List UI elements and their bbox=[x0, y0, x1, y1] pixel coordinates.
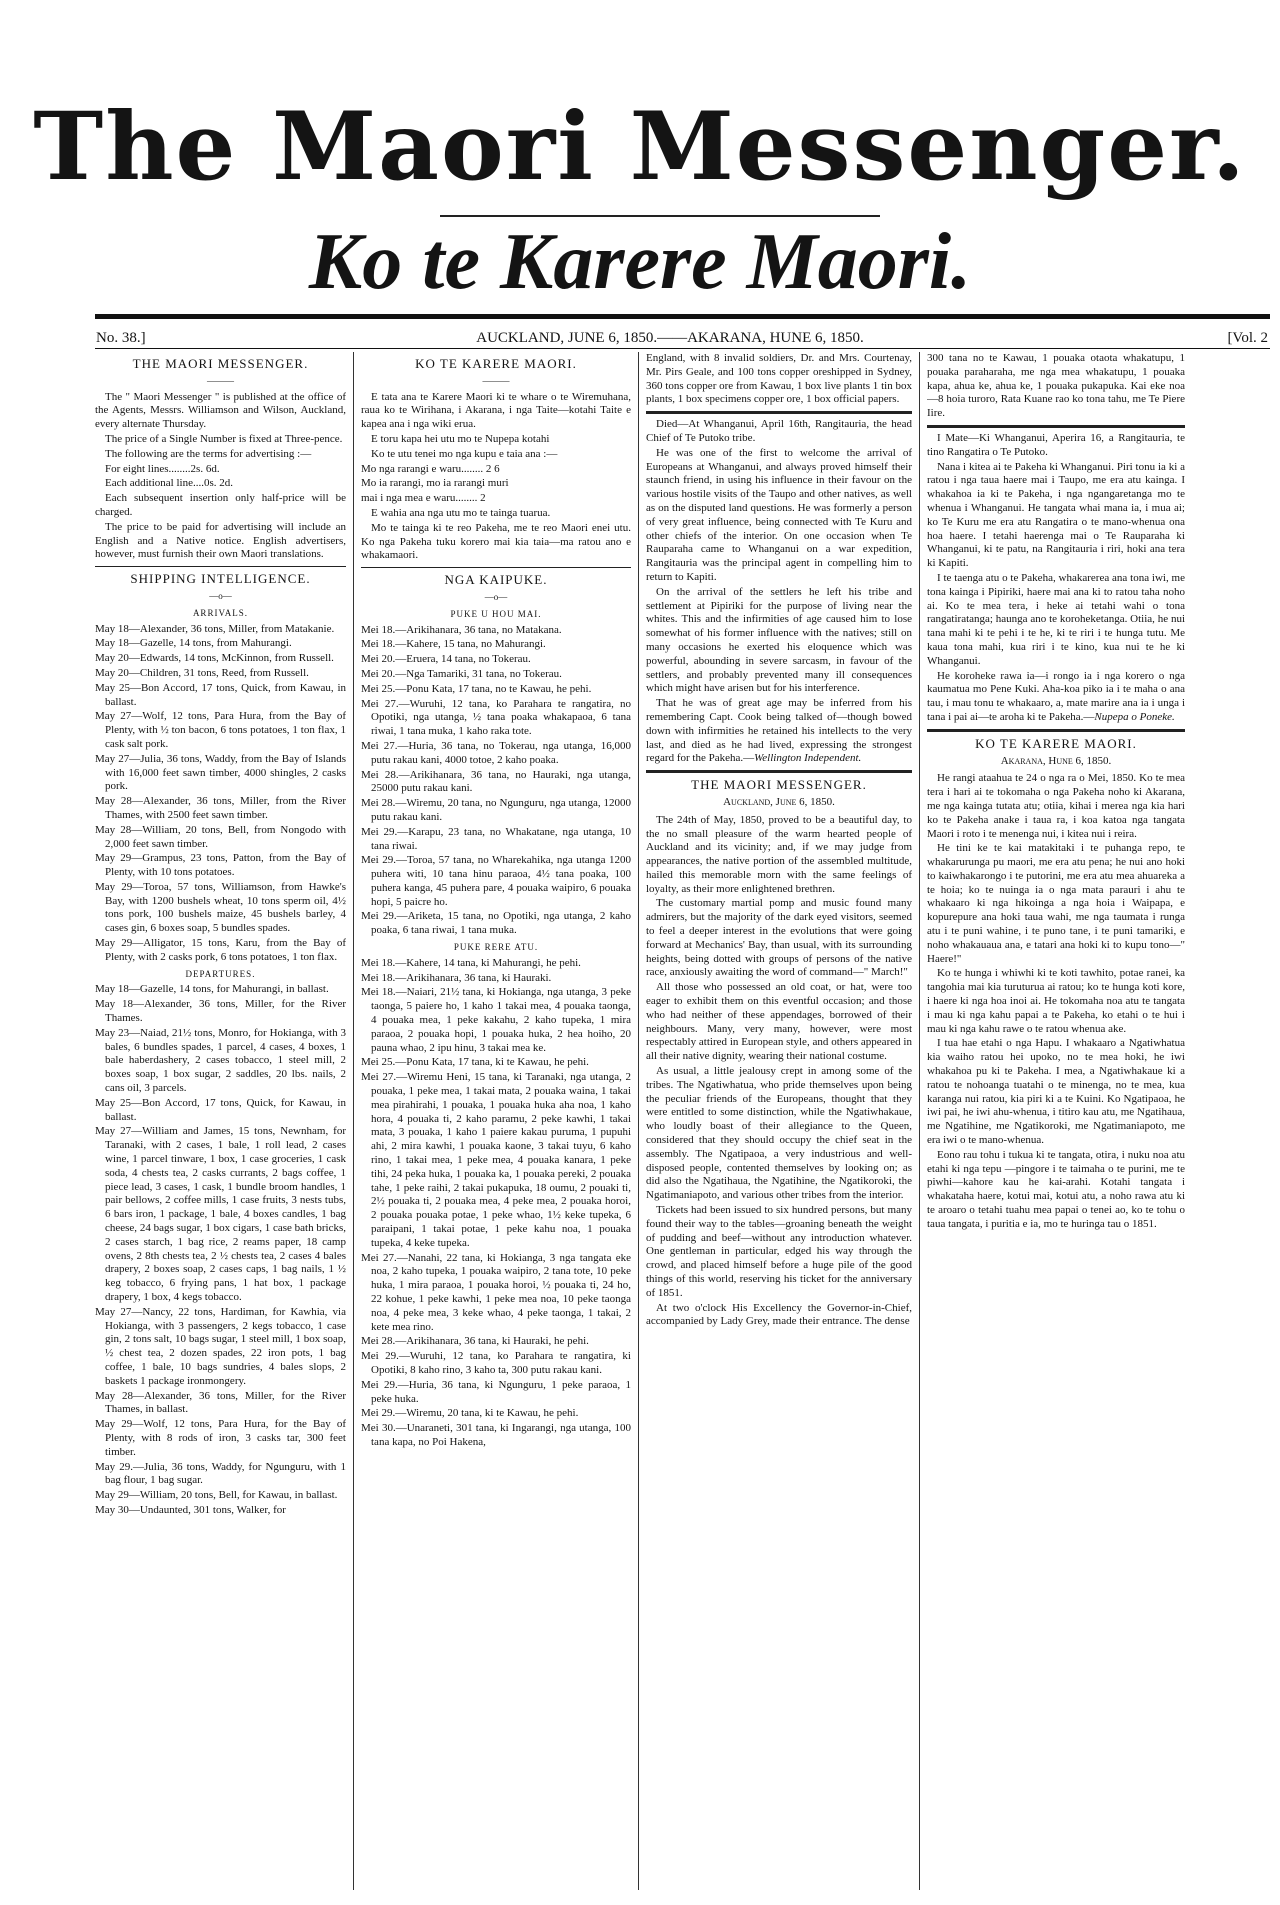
column-separator bbox=[353, 352, 354, 1890]
departures-list bbox=[361, 957, 631, 1450]
shipping-entry: May 25—Bon Accord, 17 tons, Quick, for Kawau, in ballast. bbox=[95, 1096, 346, 1123]
paragraph: At two o'clock His Excellency the Governor-in-Chief, accompanied by Lady Grey, made their entrance. The dense bbox=[646, 1301, 912, 1328]
paragraph: All those who possessed an old coat, or hat, were too eager to exhibit them on this eventful occasion; and those who had neither of these appendages, borrowed of their neighbours. Many, very many, however, were most respectably attired in European style, and others appeared in all their native dignity, wearing their national costume. bbox=[646, 981, 912, 1063]
column-maori-notices bbox=[361, 352, 631, 1895]
paragraph: 300 tana no te Kawau, 1 pouaka otaota whakatupu, 1 pouaka paraharaha, me nga mea whakatupu, 1 pouaka kapa, ahua ke, ahua ke, 1 pouaka pukapuka. Kai eke noa—8 hoia turoro, Rata Kuane rao ko tona tahu, me Te Piere Iire. bbox=[927, 352, 1185, 420]
paragraph: As usual, a little jealousy crept in among some of the tribes. The Ngatiwhatua, who pride themselves upon being the peculiar friends of the Europeans, thought that they were entitled to some distinction, while the Ngatiwhakaue, who loudly boast of their allegiance to the Queen, considered that they should occupy the chief seat in the assembly. The Ngatipaoa, a very industrious and well-disposed people, contented themselves by looking on; as did also the Ngatihaua, the Ngatihine, the Ngatikoroki, the Ngatimaniapoto, and various other tribes from the interior. bbox=[646, 1065, 912, 1202]
section-heading: THE MAORI MESSENGER. bbox=[132, 356, 309, 371]
shipping-entry: May 30—Undaunted, 301 tons, Walker, for bbox=[95, 1503, 286, 1516]
paragraph: E wahia ana nga utu mo te tainga tuarua. bbox=[371, 506, 551, 519]
paragraph: The customary martial pomp and music found many admirers, but the majority of the dark eyed visitors, seemed to feel a deeper interest in the evolutions that were going forward at Mechanics' Bay, than usual, with its surrounding heights, being dotted with groups of persons of the native race, anxiously awaiting the word of command—" March!" bbox=[646, 897, 912, 979]
heading-dash: ——— bbox=[207, 375, 234, 386]
advert-term: Each additional line....0s. 2d. bbox=[105, 477, 233, 490]
paragraph: Tickets had been issued to six hundred persons, but many found their way to the tables—groaning beneath the weight of pudding and beef—without any introduction whatever. One gentleman in particular, edged his way through the crowd, and placed himself before a huge pile of the good things of this world, reserving his ticket for the anniversary of 1851. bbox=[646, 1204, 912, 1299]
subsection-heading: DEPARTURES. bbox=[185, 968, 256, 979]
column-english-notices bbox=[95, 352, 346, 1895]
shipping-entry: May 23—Naiad, 21½ tons, Monro, for Hokianga, with 3 bales, 6 bundles spades, 1 parcel, 4 cases, 4 boxes, 1 bale haberdashery, 2 cases tobacco, 1 steel mill, 2 boxes soap, 1 box sugar, 2 saddles, 20 lbs. nails, 2 cans oil, 3 parcels. bbox=[95, 1026, 346, 1095]
shipping-entry: May 29—Toroa, 57 tons, Williamson, from Hawke's Bay, with 1200 bushels wheat, 10 tons sperm oil, 4½ tons pork, 100 bushels maize, 45 bushels barley, 4 cases gin, 6 boxes soap, 5 bundles spades. bbox=[95, 880, 346, 935]
paragraph bbox=[927, 670, 1185, 725]
departures-list bbox=[95, 983, 346, 1517]
paragraph-text: That he was of great age may be inferred from his remembering Capt. Cook being talked of—though bowed down with infirmities he retained his intellects to the very last, and died as he had lived, expressing the strongest regard for the Pakeha.— bbox=[646, 697, 912, 765]
shipping-entry: Mei 29.—Wiremu, 20 tana, ki te Kawau, he pehi. bbox=[361, 1407, 579, 1420]
shipping-entry: Mei 27.—Wiremu Heni, 15 tana, ki Taranaki, nga utanga, 2 pouaka, 1 peke mea, 1 takai mata, 2 pouaka waina, 1 takai mea pirahirahi, 1 pouaka, 1 pouaka huka aha noa, 1 kaho hora, 4 pouaka ti, 2 kaho paramu, 2 peke kawhi, 1 takai mata, 3 pouaka, 1 kaho 1 paiere kakau puruma, 1 pupuhi ahi, 2 mira kawhi, 1 pouaka kaone, 3 takai tuyu, 6 kaho rino, 1 takai mea, 1 peke mea, 4 pouaka kanara, 1 peke tihi, 24 peka huka, 1 pouaka ka, 1 pouaka pereki, 2 pouaka tahe, 1 peke raihi, 2 takai pukapuka, 18 oumu, 2 pouaki ti, 2½ pouaka ti, 2 pouaka mea, 4 peke mea, 2 pouaka horoi, 2 pouaka pouaka potae, 1 peke whao, 1½ keke tupeka, 6 paraipani, 1 takai potae, 1 peke kahu noa, 1 pouaka tupeka, 4 keke tupeka. bbox=[361, 1071, 631, 1249]
paragraph: Nana i kitea ai te Pakeha ki Whanganui. Piri tonu ia ki a ratou i nga taua haere mai i Taupo, me era atu kainga. I whakahoa ia ki te Pakeha, i nga ngangaretanga mo te whenua i Whanganui. He tangata whai mana ia, i mua ai; ko Te Kuru me era atu Rangatira o te mano-whenua ona hoa haere. I tetahi haerenga mai o Te Rauparaha ki Whanganui, ki te patu, na Rangitauria i riri, hoki ana tera ki Kapiti. bbox=[927, 460, 1185, 570]
shipping-entry: Mei 29.—Toroa, 57 tana, no Wharekahika, nga utanga 1200 puhera witi, 10 tana hinu paraoa, 4½ tana poaka, 100 puhera kanga, 45 puhera pare, 4 pouaka waipiro, 6 pouaka hopi, 5 paicre ho. bbox=[361, 854, 631, 908]
paragraph: On the arrival of the settlers he left his tribe and settlement at Pipiriki for the purpose of living near the whites. This and the infirmities of age caused him to lose somewhat of his former influence with the natives; still on many occasions he exerted his eloquence which was powerful, abounding in severe sarcasm, in favour of the settlers, and probably prevented many ill consequences which might have arisen but for his interference. bbox=[646, 585, 912, 695]
shipping-entry: May 29—Grampus, 23 tons, Patton, from the Bay of Plenty, with 10 tons potatoes. bbox=[95, 852, 346, 879]
paragraph: Ko te hunga i whiwhi ki te koti tawhito, potae ranei, ka tangohia mai kia turuturua ai ratou; ko te hunga koti kore, i haere ki nga hoa inoi ai. He tokomaha noa atu te tangata i mau ki nga kahu papai a te Pakeha, ko etahi o te hui i mau ki nga kahu rawe o te ratou whenua ake. bbox=[927, 967, 1185, 1035]
section-rule bbox=[646, 770, 912, 773]
section-rule bbox=[927, 425, 1185, 428]
shipping-entry: Mei 18.—Kahere, 15 tana, no Mahurangi. bbox=[361, 638, 546, 651]
obituary-notice: I Mate—Ki Whanganui, Aperira 16, a Rangitauria, te tino Rangatira o Te Putoko. bbox=[927, 431, 1185, 458]
shipping-entry: May 28—Alexander, 36 tons, Miller, from the River Thames, with 2500 feet sawn timber. bbox=[95, 795, 346, 821]
shipping-entry: Mei 18.—Kahere, 14 tana, ki Mahurangi, he pehi. bbox=[361, 956, 581, 969]
paragraph: Each subsequent insertion only half-price will be charged. bbox=[95, 492, 346, 518]
dateline: AUCKLAND, JUNE 6, 1850.——AKARANA, HUNE 6, 1850. bbox=[476, 330, 864, 346]
advert-term: For eight lines........2s. 6d. bbox=[105, 462, 220, 475]
paragraph: He tini ke te kai matakitaki i te puhanga repo, te whakarurunga pu maori, me era atu pena; he nui ano hoki to kaiwhakarongo i te putorini, me era atu mea ahuareka a te hoia; ko te nuinga ia o nga mata parauri i ahu te whakaaro ki nga hikoinga a nga hoia i Waipapa, e kopurepure ana hoki taua wahi, me nga taumata i runga atu i te puni wahine, i te puno tane, i te puni tamariki, e noho whakauaua ana, e tatari ana hoki ki to kupu tono—" Haere!" bbox=[927, 842, 1185, 965]
column-maori-articles bbox=[927, 352, 1185, 1895]
shipping-entry: May 27—Julia, 36 tons, Waddy, from the Bay of Islands with 16,000 feet sawn timber, 4000 shingles, 2 casks pork. bbox=[95, 752, 346, 793]
paragraph: Mo te tainga ki te reo Pakeha, me te reo Maori enei utu. Ko nga Pakeha tuku korero mai kia taia—ma ratou ano e whakamaori. bbox=[361, 521, 631, 562]
section-heading: KO TE KARERE MAORI. bbox=[415, 356, 577, 371]
section-heading: KO TE KARERE MAORI. bbox=[975, 735, 1137, 751]
paragraph: I te taenga atu o te Pakeha, whakarerea ana tona iwi, me tona kainga i Pipiriki, haere mai ana ki to ratou taha noho ai. Ko te mea tera, i heke ai tetahi wahi o tona rangatiratanga; haunga ano te koroheketanga. Otiia, he nui tana mahi ki te pehi i te he, ki te riri i te hunga tutu. Me kaua tona mahi, kua riri i te kino, kua nui te he ki Whanganui. bbox=[927, 571, 1185, 667]
obituary-notice: Died—At Whanganui, April 16th, Rangitauria, the head Chief of Te Putoko tribe. bbox=[646, 418, 912, 444]
heading-dash: —o— bbox=[209, 590, 232, 601]
shipping-entry: May 18—Gazelle, 14 tons, for Mahurangi, in ballast. bbox=[95, 983, 329, 996]
shipping-entry: May 18—Alexander, 36 tons, Miller, from Matakanie. bbox=[95, 622, 335, 635]
paragraph: The price to be paid for advertising will include an English and a Native notice. English advertisers, however, must furnish their own Maori translations. bbox=[95, 520, 346, 561]
shipping-entry: Mei 29.—Ariketa, 15 tana, no Opotiki, nga utanga, 2 kaho poaka, 6 tana riwai, 1 tana muka. bbox=[361, 910, 631, 937]
masthead-subtitle: Ko te Karere Maori. bbox=[308, 218, 972, 306]
shipping-entry: May 29—William, 20 tons, Bell, for Kawau, in ballast. bbox=[95, 1489, 338, 1502]
shipping-entry: May 29—Alligator, 15 tons, Karu, from the Bay of Plenty, with 2 casks pork, 6 tons potatoes, 1 ton flax. bbox=[95, 937, 346, 963]
section-heading: SHIPPING INTELLIGENCE. bbox=[130, 571, 311, 587]
paragraph: He was one of the first to welcome the arrival of Europeans at Whanganui, and always proved himself their staunch friend, in using his influence in their favour on the various hostile visits of the Taupo and other natives, as well as on the disputed land questions. He was formerly a person of very great influence, being connected with Te Kuru and other chiefs of the interior. On one occasion when Te Rauparaha came to Whanganui on a war expedition, Rangitauria was the principal agent in compelling him to return to Kapiti. bbox=[646, 446, 912, 583]
shipping-entry: Mei 28.—Arikihanara, 36 tana, ki Hauraki, he pehi. bbox=[361, 1335, 589, 1348]
advert-term: Mo nga rarangi e waru........ 2 6 bbox=[361, 462, 500, 475]
shipping-entry: Mei 30.—Unaraneti, 301 tana, ki Ingarangi, nga utanga, 100 tana kapa, no Poi Hakena, bbox=[361, 1422, 631, 1448]
shipping-entry: Mei 18.—Arikihanara, 36 tana, no Matakana. bbox=[361, 623, 562, 636]
paragraph: The 24th of May, 1850, proved to be a beautiful day, to the no small pleasure of the warm hearted people of Auckland and its vicinity; and, if we may judge from appearances, the native portion of the assembled multitude, hailed this memorable morn with the same feelings of loyalty, as their more enlightened brethren. bbox=[646, 813, 912, 895]
advert-term: Mo ia rarangi, mo ia rarangi muri bbox=[361, 477, 509, 490]
paragraph: E toru kapa hei utu mo te Nupepa kotahi bbox=[371, 432, 550, 445]
shipping-entry: May 18—Gazelle, 14 tons, from Mahurangi. bbox=[95, 637, 292, 650]
shipping-entry: Mei 27.—Nanahi, 22 tana, ki Hokianga, 3 nga tangata eke noa, 2 kaho tupeka, 1 pouaka waipiro, 2 tana tote, 10 peke huka, 1 mira paraoa, 1 pouaka horoi, ½ pouaka ti, 24 ho, 22 kohue, 1 peke kawhi, 1 peke mea noa, 10 peke taonga noa, 4 peke mea, 3 keke whao, 4 peke taonga, 1 takai, 2 kete mea rino. bbox=[361, 1251, 631, 1333]
arrivals-list bbox=[361, 624, 631, 939]
shipping-entry: May 27—Wolf, 12 tons, Para Hura, from the Bay of Plenty, with ½ ton bacon, 6 tons potatoes, 1 ton flax, 1 cask salt pork. bbox=[95, 710, 346, 750]
heading-dash: ——— bbox=[482, 375, 510, 386]
shipping-entry: Mei 20.—Nga Tamariki, 31 tana, no Tokerau. bbox=[361, 667, 562, 680]
issue-number: No. 38.] bbox=[96, 330, 146, 346]
shipping-entry: Mei 29.—Wuruhi, 12 tana, ko Parahara te rangatira, ki Opotiki, 8 kaho rino, 3 kaho ta, 300 putu rakau kani. bbox=[361, 1350, 631, 1376]
shipping-entry: May 29—Wolf, 12 tons, Para Hura, for the Bay of Plenty, with 8 rods of iron, 3 casks tar, 300 feet timber. bbox=[95, 1418, 346, 1458]
section-heading: THE MAORI MESSENGER. bbox=[691, 777, 867, 793]
shipping-entry: Mei 27.—Huria, 36 tana, no Tokerau, nga utanga, 16,000 putu rakau kani, 4000 totoe, 2 kaho poaka. bbox=[361, 739, 631, 766]
section-rule bbox=[361, 567, 631, 568]
shipping-entry: Mei 28.—Wiremu, 20 tana, no Ngunguru, nga utanga, 12000 putu rakau kani. bbox=[361, 797, 631, 823]
paragraph: Ko te utu tenei mo nga kupu e taia ana :— bbox=[371, 447, 558, 460]
advert-term: mai i nga mea e waru........ 2 bbox=[361, 492, 486, 505]
subsection-heading: PUKE U HOU MAI. bbox=[450, 608, 542, 619]
subsection-heading: ARRIVALS. bbox=[192, 607, 249, 618]
heading-dash: —o— bbox=[484, 591, 508, 602]
shipping-entry: May 18—Alexander, 36 tons, Miller, for the River Thames. bbox=[95, 998, 346, 1025]
citation: Nupepa o Poneke. bbox=[1094, 710, 1175, 723]
paragraph-text: He koroheke rawa ia—i rongo ia i nga korero o nga kaumatua mo Pene Kuki. Aha-koa piko ia i te maha o ana tau, i mau tonu te whakaaro, a, mate marire ana ia i unga i tana i pai ai—te aroha ki te Pakeha.— bbox=[927, 669, 1185, 723]
shipping-entry: May 28—William, 20 tons, Bell, from Nongodo with 2,000 feet sawn timber. bbox=[95, 823, 346, 850]
section-rule bbox=[646, 411, 912, 414]
article-date: Auckland, June 6, 1850. bbox=[723, 795, 835, 808]
volume-number: [Vol. 2 bbox=[1227, 330, 1268, 346]
shipping-entry: May 20—Children, 31 tons, Reed, from Russell. bbox=[95, 666, 309, 679]
shipping-entry: Mei 25.—Ponu Kata, 17 tana, no te Kawau, he pehi. bbox=[361, 682, 592, 695]
shipping-entry: Mei 29.—Huria, 36 tana, ki Ngunguru, 1 peke paraoa, 1 peke huka. bbox=[361, 1378, 631, 1405]
arrivals-list bbox=[95, 623, 346, 965]
section-rule bbox=[927, 729, 1185, 732]
paragraph: He rangi ataahua te 24 o nga ra o Mei, 1850. Ko te mea tera i hari ai te tokomaha o nga Pakeha noho ki Akarana, me nga kainga tutata atu; otiia, kihai i merea nga kia hari ko te Pakeha anake i taua ra, i koa katoa nga tangata Maori i roto i te menenga nui, i kitea nui i reira. bbox=[927, 772, 1185, 840]
paragraph: E tata ana te Karere Maori ki te whare o te Wiremuhana, raua ko te Wirihana, i Akarana, i nga Taite—kotahi Taite e kapea ana i nga wiki erua. bbox=[361, 390, 631, 431]
paragraph: The price of a Single Number is fixed at Three-pence. bbox=[105, 432, 343, 445]
shipping-entry: Mei 28.—Arikihanara, 36 tana, no Hauraki, nga utanga, 25000 putu rakau kani. bbox=[361, 768, 631, 795]
shipping-entry: Mei 29.—Karapu, 23 tana, no Whakatane, nga utanga, 10 tana riwai. bbox=[361, 825, 631, 852]
column-separator bbox=[919, 352, 920, 1890]
section-rule bbox=[95, 566, 346, 567]
shipping-entry: Mei 25.—Ponu Kata, 17 tana, ki te Kawau, he pehi. bbox=[361, 1056, 589, 1069]
shipping-entry: Mei 20.—Eruera, 14 tana, no Tokerau. bbox=[361, 653, 531, 666]
paragraph: England, with 8 invalid soldiers, Dr. and Mrs. Courtenay, Mr. Pirs Geale, and 100 tons copper oreshipped in Sydney, 360 tons copper ore from Kawau, 1 box live plants 1 tin box plants, 1 box specimens copper ore, 1 box official papers. bbox=[646, 352, 912, 406]
shipping-entry: May 29.—Julia, 36 tons, Waddy, for Ngunguru, with 1 bag flour, 1 bag sugar. bbox=[95, 1460, 346, 1487]
masthead-rule bbox=[440, 215, 880, 217]
citation: Wellington Independent. bbox=[754, 752, 862, 765]
paragraph: I tua hae etahi o nga Hapu. I whakaaro a Ngatiwhatua kia waiho ratou hei upoko, no te mea hoki, he iwi whakahoa pu ki te Pakeha. I mea, a Ngatiwhakaue ki a ratou te nohoanga tuatahi o te minenga, no te mea, kua karanga nui ratou, kia piri ki a te Kuini. Ko Ngatipaoa, he iwi pai, he iwi ahu-whenua, i titiro kau atu, me Ngatihaua, me Ngatihine, me Ngatikoroki, me Ngatimaniapoto, me era iwi o te mano-whenua. bbox=[927, 1037, 1185, 1147]
paragraph: Eono rau tohu i tukua ki te tangata, otira, i nuku noa atu etahi ki nga tepu —pingore i te taimaha o te purini, me te piwhi—kahore kau he kai-arahi. Kotahi tangata i whakataha haere, kotui mai, kotui atu, a noho rawa atu ki te aroaro o tetahi tuahu mea papai o tenei ao, ko te tohu o taua tangata, i puritia e ia, mo te huringa tau o 1851. bbox=[927, 1148, 1185, 1230]
subsection-heading: PUKE RERE ATU. bbox=[453, 942, 539, 953]
header-rule-bottom bbox=[95, 348, 1270, 349]
shipping-entry: Mei 18.—Arikihanara, 36 tana, ki Hauraki. bbox=[361, 971, 552, 984]
shipping-entry: May 27—William and James, 15 tons, Newnham, for Taranaki, with 2 cases, 1 bale, 1 roll lead, 2 cases wine, 1 parcel tinware, 1 box, 1 case groceries, 1 cask soda, 4 chests tea, 2 casks currants, 2 bags coffee, 1 piece lead, 3 cases, 1 cask, 1 bundle broom handles, 1 pair bellows, 2 coffee mills, 1 case fruits, 3 nests tubs, 6 bars iron, 1 package, 1 bale, 4 boxes candles, 1 bag cheese, 24 bags sugar, 1 box cigars, 1 case bath bricks, 2 cases starch, 1 bag rice, 2 reams paper, 18 camp ovens, 2 8th chests tea, 2 ½ chests tea, 2 cases 4 bales drapery, 2 boxes soap, 2 cases caps, 1 bag nails, 1 ½ keg tobacco, 6 frying pans, 1 hat box, 1 package drapery, 1 box, 4 kegs tobacco. bbox=[95, 1125, 346, 1303]
shipping-entry: May 27—Nancy, 22 tons, Hardiman, for Kawhia, via Hokianga, with 3 passengers, 2 kegs tobacco, 1 case gin, 2 tons salt, 10 bags sugar, 1 steel mill, 1 box soap, ½ chest tea, 2 dozen spades, 22 iron pots, 1 bag coffee, 1 bale, 10 bags sundries, 4 bales slops, 2 baskets 1 package ironmongery. bbox=[95, 1305, 346, 1387]
shipping-entry: Mei 27.—Wuruhi, 12 tana, ko Parahara te rangatira, no Opotiki, nga utanga, ½ tana poaka whakapaoa, 6 tana riwai, 1 tana muka, 1 kaho raka totе. bbox=[361, 697, 631, 738]
article-date: Akarana, Hune 6, 1850. bbox=[1000, 754, 1112, 767]
shipping-entry: Mei 18.—Naiari, 21½ tana, ki Hokianga, nga utanga, 3 peke taonga, 5 paiere ho, 1 kaho 1 takai mea, 4 pouaka taonga, 4 pouaka mea, 1 peke kakahu, 2 kaho tupeka, 1 mira paraoa, 2 pouaka hopi, 1 pouaka huka, 2 hea hoiho, 20 pauna whao, 2 ipu hinu, 3 takai mea ke. bbox=[361, 986, 631, 1054]
section-heading: NGA KAIPUKE. bbox=[444, 572, 548, 588]
header-rule-top bbox=[95, 314, 1270, 319]
shipping-entry: May 25—Bon Accord, 17 tons, Quick, from Kawau, in ballast. bbox=[95, 681, 346, 708]
column-separator bbox=[638, 352, 639, 1890]
paragraph bbox=[646, 697, 912, 766]
column-english-articles bbox=[646, 352, 912, 1895]
shipping-entry: May 20—Edwards, 14 tons, McKinnon, from Russell. bbox=[95, 652, 334, 665]
paragraph: The following are the terms for advertising :— bbox=[105, 447, 312, 460]
paragraph: The " Maori Messenger " is published at the office of the Agents, Messrs. Williamson and Wilson, Auckland, every alternate Thursday. bbox=[95, 390, 346, 431]
masthead-title: The Maori Messenger. bbox=[33, 92, 1247, 202]
shipping-entry: May 28—Alexander, 36 tons, Miller, for the River Thames, in ballast. bbox=[95, 1389, 346, 1416]
